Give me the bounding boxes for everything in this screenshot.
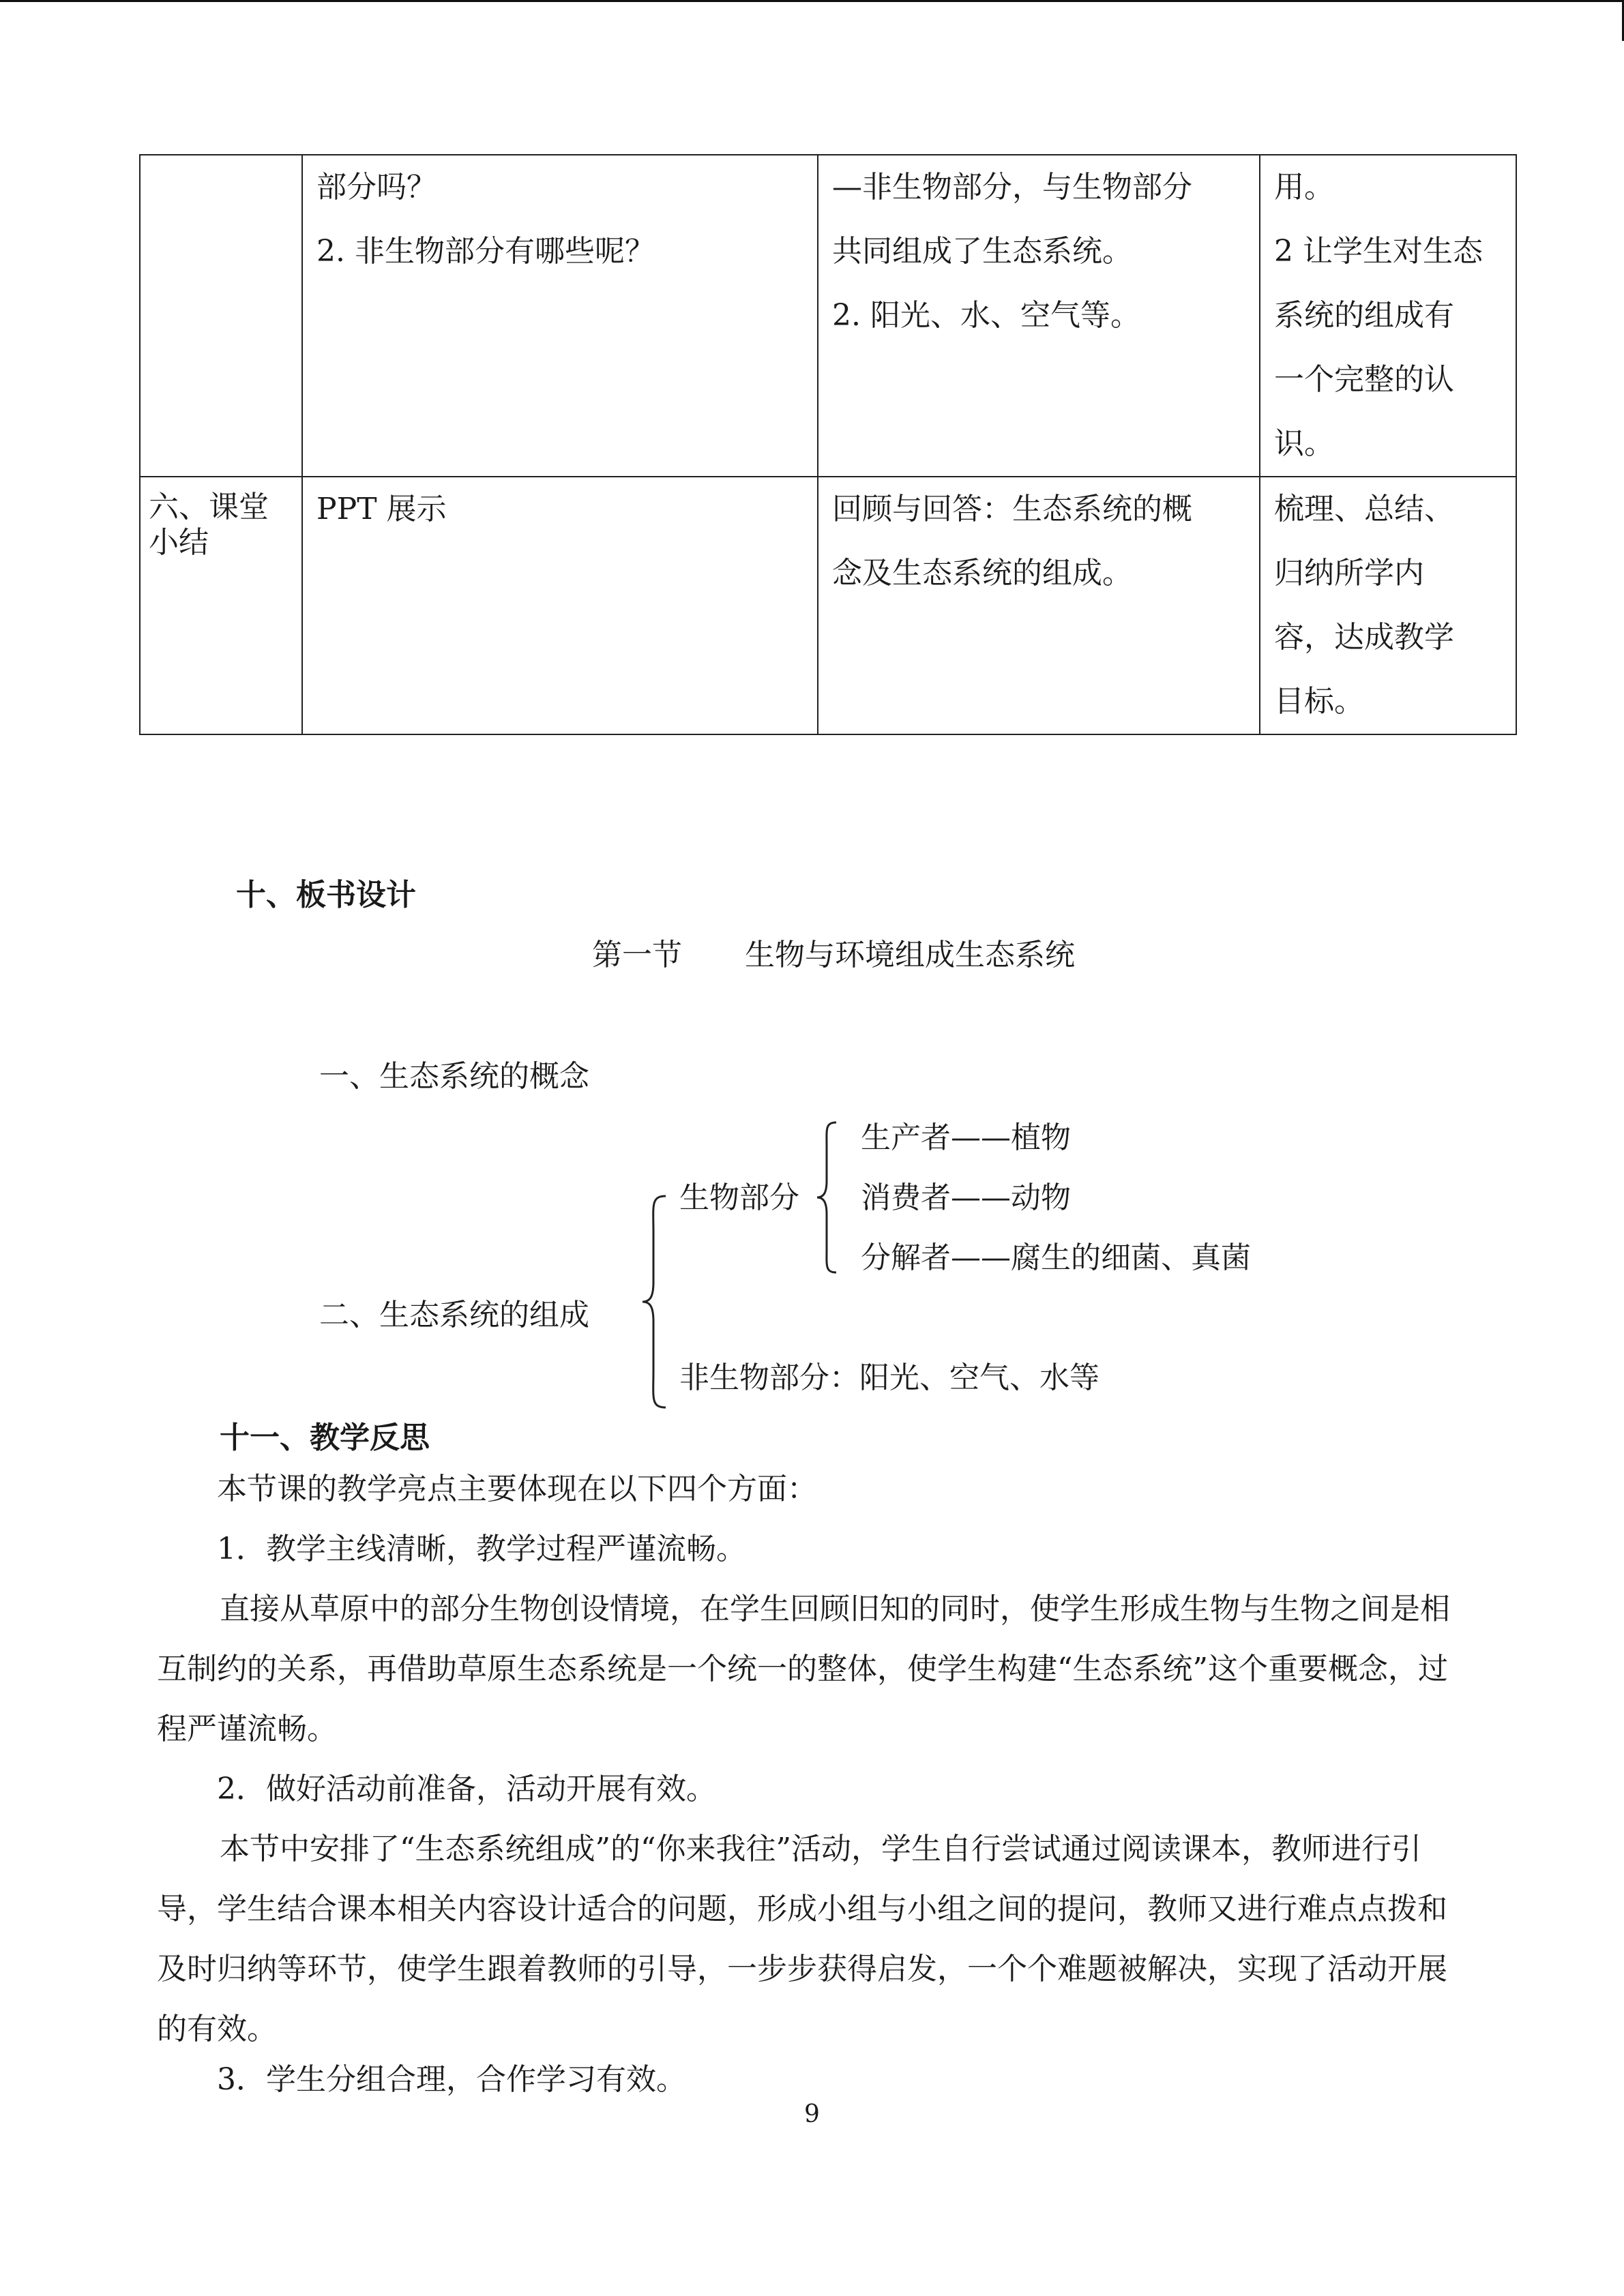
cell-line: —非生物部分，与生物部分 xyxy=(832,170,1192,205)
cell-line: 系统的组成有 xyxy=(1274,298,1454,333)
abiotic-part-label: 非生物部分：阳光、空气、水等 xyxy=(679,1360,1099,1395)
stage-label: 小结 xyxy=(149,525,209,560)
cell-line: 梳理、总结、 xyxy=(1274,492,1454,526)
cell-line: 识。 xyxy=(1274,426,1334,461)
page-number: 9 xyxy=(804,2100,820,2128)
table-row xyxy=(140,155,1516,477)
producer-line: 生产者——植物 xyxy=(861,1120,1071,1155)
reflection-paragraph-1: 直接从草原中的部分生物创设情境，在学生回顾旧知的同时，使学生形成生物与生物之间是相互制约的关系，再借助草原生态系统是一个统一的整体，使学生构建“生态系统”这个重要概念，过程严谨流畅。 xyxy=(157,1592,1450,1746)
top-border xyxy=(0,0,1624,2)
board-item-concept: 一、生态系统的概念 xyxy=(319,1059,589,1094)
cell-line: 2. 非生物部分有哪些呢？ xyxy=(316,234,655,269)
biotic-part-label: 生物部分 xyxy=(679,1180,799,1215)
student-activity-cell xyxy=(818,155,1260,477)
stage-cell xyxy=(140,477,302,734)
reflection-point-3: 3．学生分组合理，合作学习有效。 xyxy=(217,2062,686,2097)
board-design-heading: 十、板书设计 xyxy=(236,878,416,912)
cell-line: 2 让学生对生态 xyxy=(1274,234,1483,269)
stage-cell xyxy=(140,155,302,477)
reflection-heading: 十一、教学反思 xyxy=(220,1420,430,1455)
board-title xyxy=(592,930,1075,974)
large-brace-icon xyxy=(638,1192,673,1412)
board-title-text: 生物与环境组成生态系统 xyxy=(745,938,1075,972)
board-item-composition: 二、生态系统的组成 xyxy=(319,1298,589,1332)
reflection-paragraph-2: 本节中安排了“生态系统组成”的“你来我往”活动，学生自行尝试通过阅读课本，教师进行引导，学生结合课本相关内容设计适合的问题，形成小组与小组之间的提问，教师又进行难点点拨和及时归纳等环节，使学生跟着教师的引导，一步步获得启发，一个个难题被解决，实现了活动开展的有效。 xyxy=(157,1832,1447,2046)
cell-line: 归纳所学内 xyxy=(1274,556,1424,591)
consumer-line: 消费者——动物 xyxy=(861,1180,1071,1215)
cell-line: 念及生态系统的组成。 xyxy=(832,556,1132,591)
teacher-activity-cell xyxy=(302,477,818,734)
cell-line: 部分吗？ xyxy=(316,170,437,205)
design-intent-cell xyxy=(1260,477,1516,734)
board-title-section: 第一节 xyxy=(592,938,682,972)
cell-line: 一个完整的认 xyxy=(1274,362,1454,397)
decomposer-line: 分解者——腐生的细菌、真菌 xyxy=(861,1240,1251,1275)
reflection-point-2: 2．做好活动前准备，活动开展有效。 xyxy=(217,1772,716,1806)
cell-line: PPT 展示 xyxy=(316,492,447,526)
cell-line: 容，达成教学 xyxy=(1274,620,1454,655)
cell-line: 回顾与回答：生态系统的概 xyxy=(832,492,1192,526)
cell-line: 用。 xyxy=(1274,170,1334,205)
teacher-activity-cell xyxy=(302,155,818,477)
cell-line: 目标。 xyxy=(1274,684,1364,719)
design-intent-cell xyxy=(1260,155,1516,477)
stage-label: 六、课堂 xyxy=(149,490,269,524)
cell-line: 共同组成了生态系统。 xyxy=(832,234,1132,269)
small-brace-icon xyxy=(813,1118,840,1277)
table-row xyxy=(140,477,1516,734)
lesson-table xyxy=(139,154,1517,735)
cell-line: 2. 阳光、水、空气等。 xyxy=(832,298,1140,333)
reflection-intro: 本节课的教学亮点主要体现在以下四个方面： xyxy=(217,1472,817,1506)
student-activity-cell xyxy=(818,477,1260,734)
reflection-point-1: 1．教学主线清晰，教学过程严谨流畅。 xyxy=(217,1532,746,1566)
